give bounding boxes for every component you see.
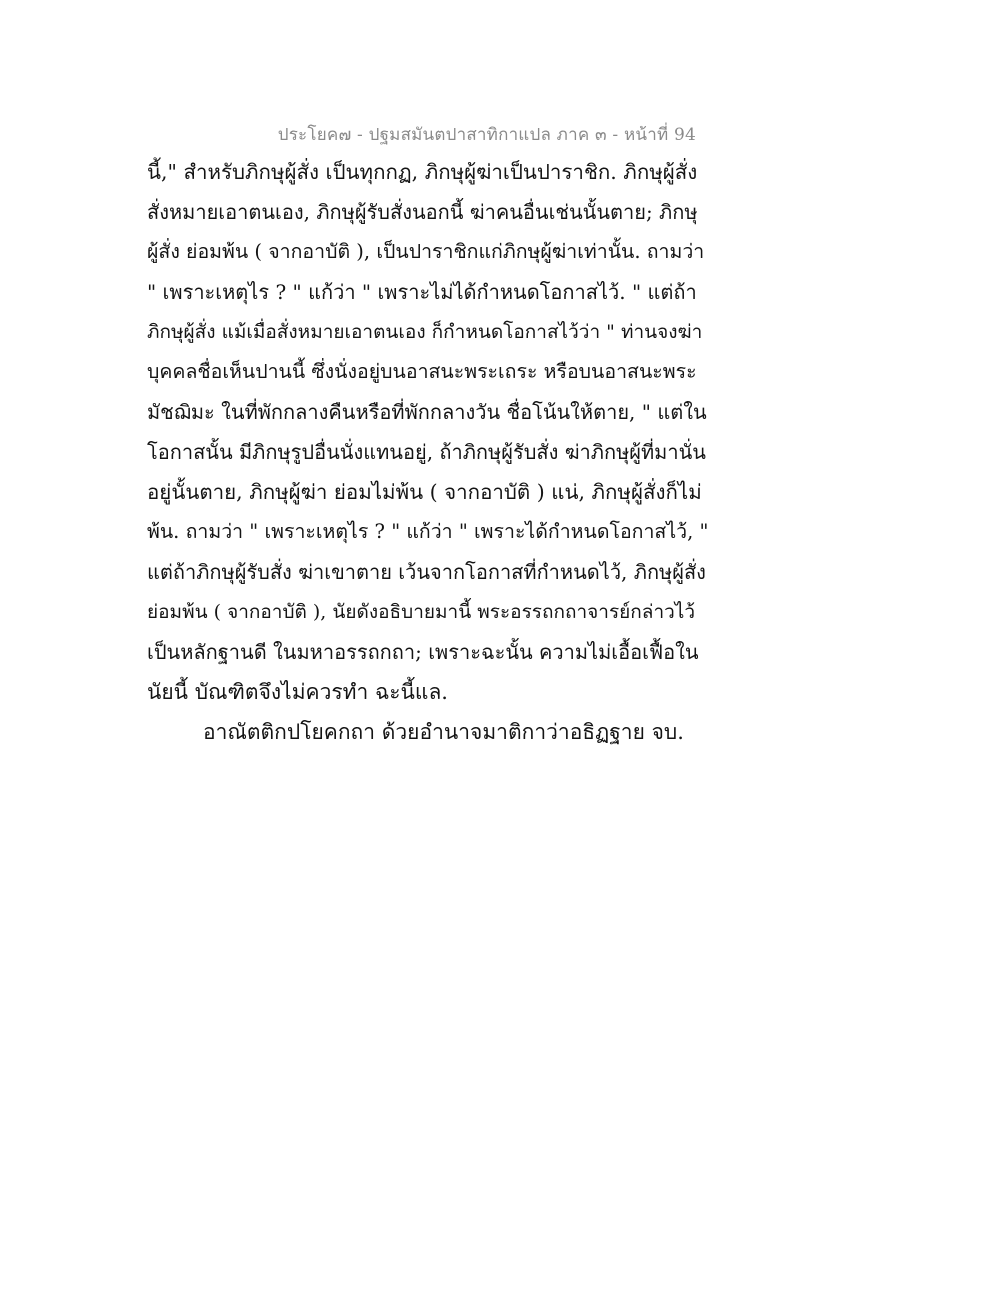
text-line: " เพราะเหตุไร ? " แก้ว่า " เพราะไม่ได้กำหนดโอกาสไว้. " แต่ถ้า [147,280,697,304]
text-line: นี้," สำหรับภิกษุผู้สั่ง เป็นทุกกฏ, ภิกษุผู้ฆ่าเป็นปาราชิก. ภิกษุผู้สั่ง [147,160,698,184]
text-line: แต่ถ้าภิกษุผู้รับสั่ง ฆ่าเขาตาย เว้นจากโอกาสที่กำหนดไว้, ภิกษุผู้สั่ง [147,560,706,584]
text-line: เป็นหลักฐานดี ในมหาอรรถกถา; เพราะฉะนั้น ความไม่เอื้อเฟื้อใน [147,640,699,664]
closing-line: อาณัตติกปโยคกถา ด้วยอำนาจมาติกาว่าอธิฏฐาย จบ. [203,720,684,744]
text-line: ภิกษุผู้สั่ง แม้เมื่อสั่งหมายเอาตนเอง ก็กำหนดโอกาสไว้ว่า " ท่านจงฆ่า [147,321,703,343]
text-line: พ้น. ถามว่า " เพราะเหตุไร ? " แก้ว่า " เพราะได้กำหนดโอกาสไว้, " [147,520,709,543]
text-line: ย่อมพ้น ( จากอาบัติ ), นัยดังอธิบายมานี้ พระอรรถกถาจารย์กล่าวไว้ [147,601,696,623]
text-line: มัชฌิมะ ในที่พักกลางคืนหรือที่พักกลางวัน ชื่อโน้นให้ตาย, " แต่ใน [147,400,707,424]
text-line: โอกาสนั้น มีภิกษุรูปอื่นนั่งแทนอยู่, ถ้าภิกษุผู้รับสั่ง ฆ่าภิกษุผู้ที่มานั่น [147,440,706,464]
text-line: นัยนี้ บัณฑิตจึงไม่ควรทำ ฉะนี้แล. [147,680,448,704]
text-line: อยู่นั้นตาย, ภิกษุผู้ฆ่า ย่อมไม่พ้น ( จากอาบัติ ) แน่, ภิกษุผู้สั่งก็ไม่ [147,480,702,504]
running-header: ประโยค๗ - ปฐมสมันตปาสาทิกาแปล ภาค ๓ - หน้าที่ 94 [277,125,696,145]
text-line: ผู้สั่ง ย่อมพ้น ( จากอาบัติ ), เป็นปาราชิกแก่ภิกษุผู้ฆ่าเท่านั้น. ถามว่า [147,240,705,263]
text-line: สั่งหมายเอาตนเอง, ภิกษุผู้รับสั่งนอกนี้ ฆ่าคนอื่นเช่นนั้นตาย; ภิกษุ [147,200,698,224]
text-line: บุคคลชื่อเห็นปานนี้ ซึ่งนั่งอยู่บนอาสนะพระเถระ หรือบนอาสนะพระ [147,360,697,383]
body-text [147,152,707,752]
